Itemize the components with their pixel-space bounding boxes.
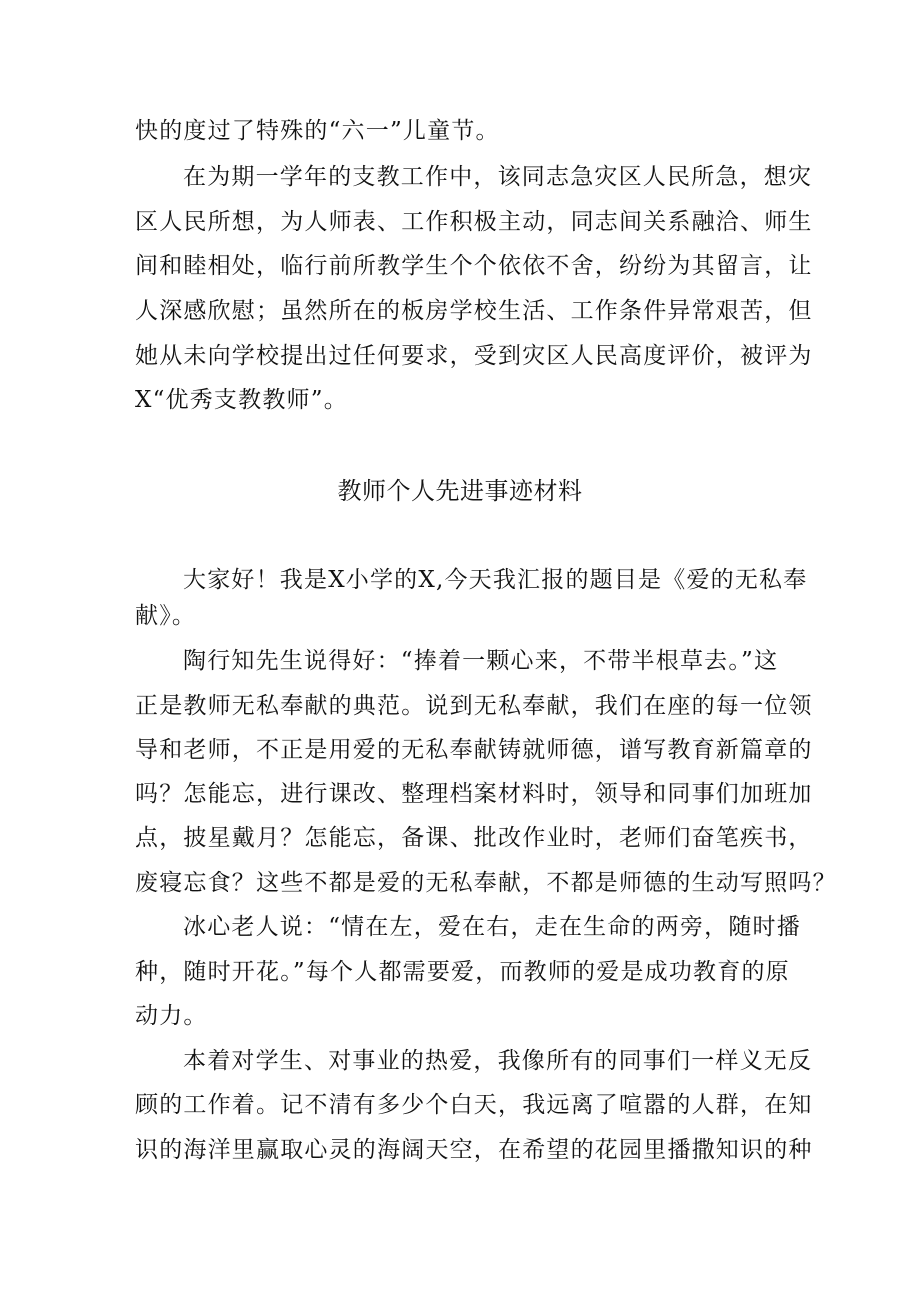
paragraph-line: 本着对学生、对事业的热爱，我像所有的同事们一样义无反 [183,1048,813,1074]
paragraph-line: 间和睦相处，临行前所教学生个个依依不舍，纷纷为其留言，让 [135,253,813,279]
paragraph-line: 吗？怎能忘，进行课改、整理档案材料时，领导和同事们加班加 [135,781,813,807]
paragraph-line: 识的海洋里赢取心灵的海阔天空，在希望的花园里播撒知识的种 [135,1137,813,1163]
paragraph-line: 区人民所想，为人师表、工作积极主动，同志间关系融洽、师生 [135,209,813,235]
paragraph-line: 陶行知先生说得好：“捧着一颗心来，不带半根草去。”这 [183,648,779,674]
paragraph-line: X“优秀支教教师”。 [135,387,348,413]
paragraph-line: 在为期一学年的支教工作中，该同志急灾区人民所急，想灾 [183,164,813,190]
paragraph-line: 冰心老人说：“情在左，爱在右，走在生命的两旁，随时播 [183,914,801,940]
paragraph-line: 正是教师无私奉献的典范。说到无私奉献，我们在座的每一位领 [135,693,813,719]
paragraph-line: 种，随时开花。”每个人都需要爱，而教师的爱是成功教育的原 [135,959,790,985]
paragraph-line: 废寝忘食？这些不都是爱的无私奉献，不都是师德的生动写照吗？ [135,870,837,896]
paragraph-line: 导和老师，不正是用爱的无私奉献铸就师德，谱写教育新篇章的 [135,737,813,763]
paragraph-line: 献》。 [135,603,197,629]
paragraph-line: 顾的工作着。记不清有多少个白天，我远离了喧嚣的人群，在知 [135,1092,813,1118]
document-title: 教师个人先进事迹材料 [337,477,583,505]
paragraph-line: 人深感欣慰；虽然所在的板房学校生活、工作条件异常艰苦，但 [135,298,813,324]
paragraph-line: 动力。 [135,1003,208,1029]
paragraph-line: 她从未向学校提出过任何要求，受到灾区人民高度评价，被评为 [135,343,813,369]
paragraph-line: 大家好！我是X小学的X,今天我汇报的题目是《爱的无私奉 [183,567,808,593]
paragraph-line: 快的度过了特殊的“六一”儿童节。 [135,118,500,144]
paragraph-line: 点，披星戴月？怎能忘，备课、批改作业时，老师们奋笔疾书， [135,825,813,851]
